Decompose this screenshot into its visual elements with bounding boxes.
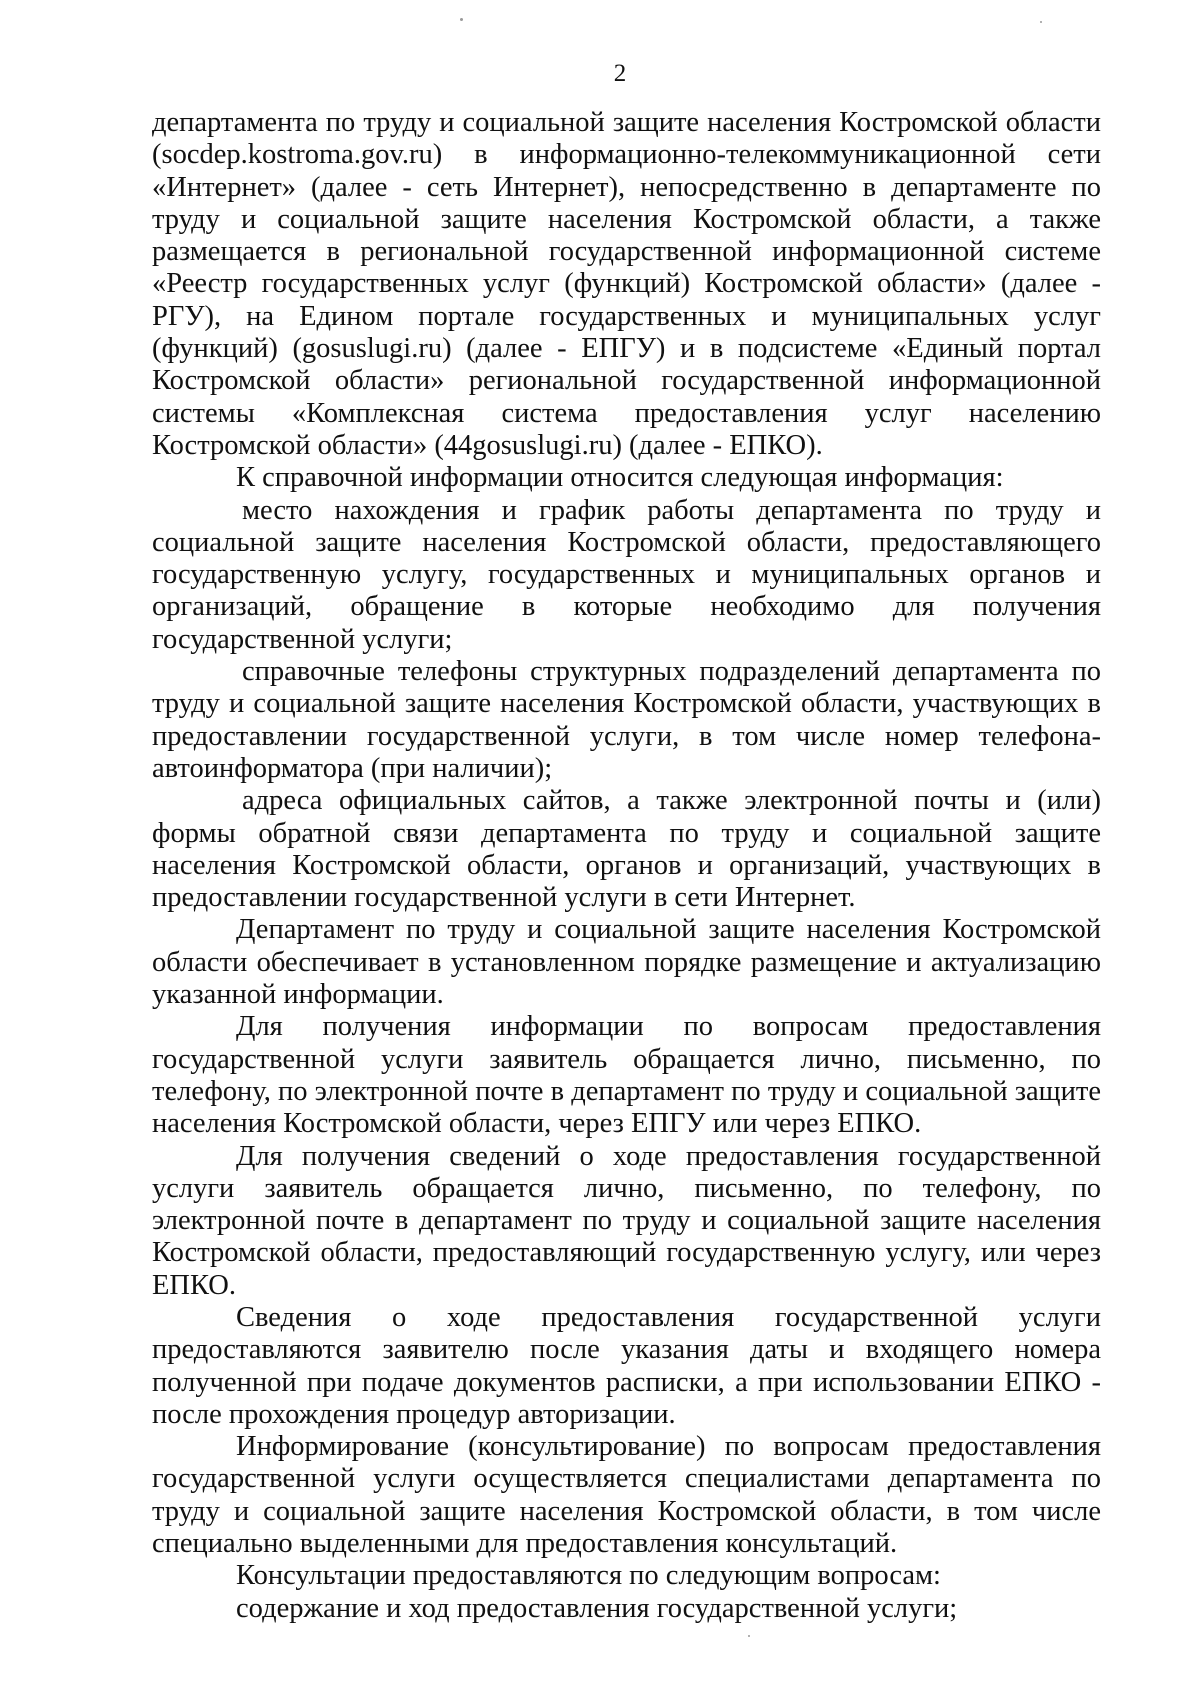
scan-speck <box>1040 21 1042 23</box>
paragraph-progress-details: Сведения о ходе предоставления государственной услуги предоставляются заявителю после указания даты и входящего номера полученной при подаче документов расписки, а при использовании ЕПКО - после прохождения процедур авторизации. <box>152 1301 1101 1430</box>
scan-speck <box>460 18 463 21</box>
paragraph-department-duties: Департамент по труду и социальной защите населения Костромской области обеспечивает в установленном порядке размещение и актуализацию указанной информации. <box>152 914 1101 1011</box>
paragraph-website-addresses: адреса официальных сайтов, а также электронной почты и (или) формы обратной связи департамента по труду и социальной защите населения Костромской области, органов и организаций, участвующих в предоставлении государственной услуги в сети Интернет. <box>152 785 1101 914</box>
page-number: 2 <box>613 60 627 87</box>
document-body <box>152 107 1101 1625</box>
paragraph-reference-info-intro: К справочной информации относится следующая информация: <box>236 462 1004 494</box>
paragraph-progress-information: Для получения сведений о ходе предоставления государственной услуги заявитель обращается лично, письменно, по телефону, по электронной почте в департамент по труду и социальной защите населения Костромской области, предоставляющий государственную услугу, или через ЕПКО. <box>152 1140 1101 1301</box>
paragraph-consultation-item-1: содержание и ход предоставления государственной услуги; <box>236 1592 958 1624</box>
paragraph-reference-phones: справочные телефоны структурных подразделений департамента по труду и социальной защите населения Костромской области, участвующих в предоставлении государственной услуги, в том числе номер телефона-автоинформатора (при наличии); <box>152 656 1101 784</box>
paragraph-obtaining-information: Для получения информации по вопросам предоставления государственной услуги заявитель обращается лично, письменно, по телефону, по электронной почте в департамент по труду и социальной защите населения Костромской области, через ЕПГУ или через ЕПКО. <box>152 1011 1101 1140</box>
paragraph-location-schedule: место нахождения и график работы департамента по труду и социальной защите населения Костромской области, предоставляющего государственную услугу, государственных и муниципальных органов и организаций, обращение в которые необходимо для получения государственной услуги; <box>152 494 1101 655</box>
paragraph-consultation-topics: Консультации предоставляются по следующим вопросам: <box>236 1560 941 1592</box>
paragraph-consulting: Информирование (консультирование) по вопросам предоставления государственной услуги осуществляется специалистами департамента по труду и социальной защите населения Костромской области, в том числе специально выделенными для предоставления консультаций. <box>152 1431 1101 1560</box>
scan-speck <box>748 1635 750 1637</box>
paragraph-information-sources: департамента по труду и социальной защите населения Костромской области (socdep.kostroma.gov.ru) в информационно-телекоммуникационной сети «Интернет» (далее - сеть Интернет), непосредственно в департаменте по труду и социальной защите населения Костромской области, а также размещается в региональной государственной информационной системе «Реестр государственных услуг (функций) Костромской области» (далее - РГУ), на Едином портале государственных и муниципальных услуг (функций) (gosuslugi.ru) (далее - ЕПГУ) и в подсистеме «Единый портал Костромской области» региональной государственной информационной системы «Комплексная система предоставления услуг населению Костромской области» (44gosuslugi.ru) (далее - ЕПКО). <box>152 107 1101 461</box>
